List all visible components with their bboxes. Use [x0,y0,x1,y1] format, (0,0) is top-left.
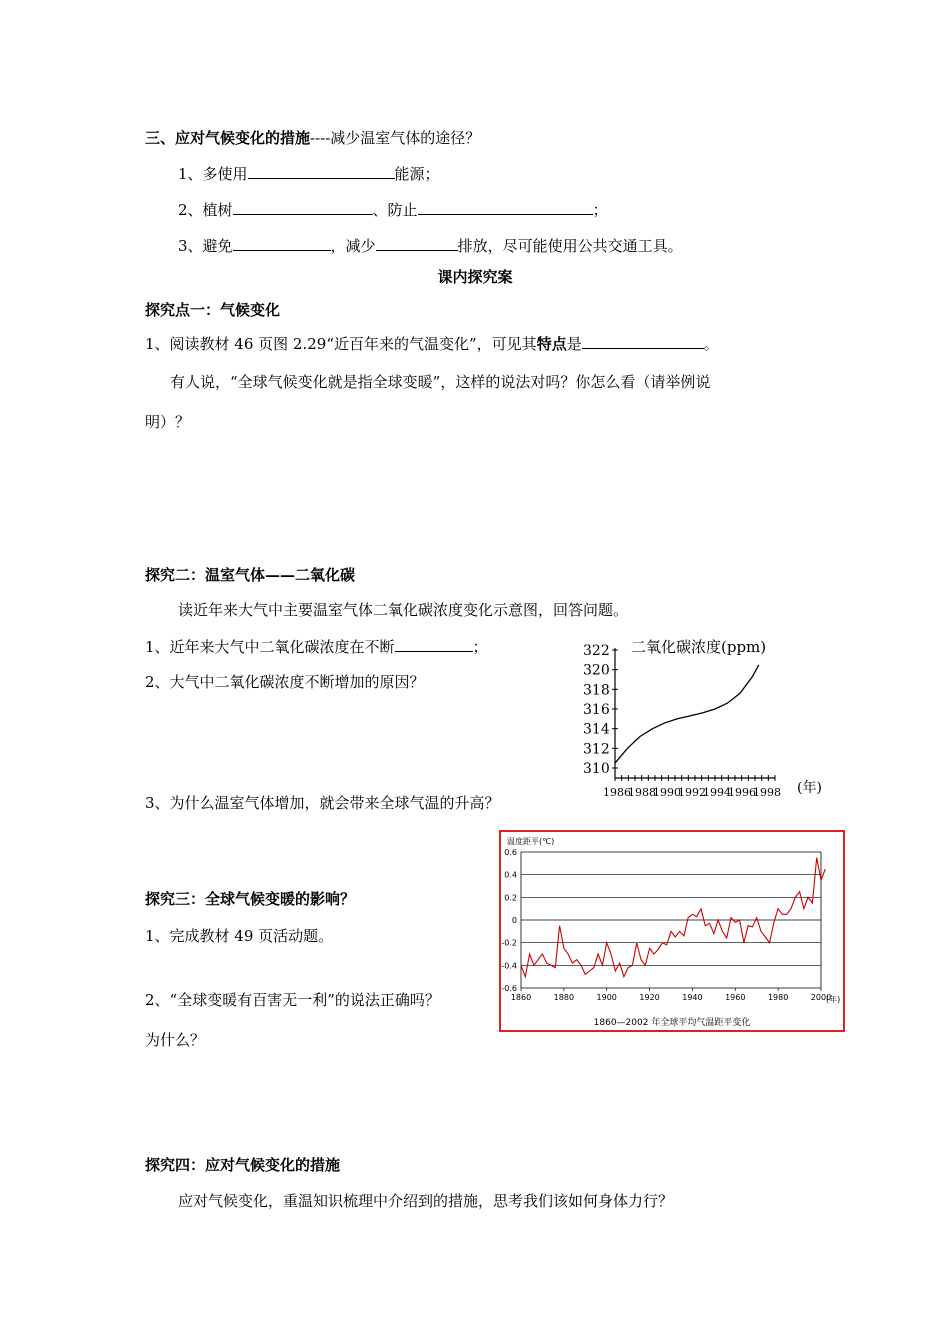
explore2-q1 [145,637,488,657]
co2-x-tick-label: 1990 [653,786,681,799]
e1-q1-post: 是 [566,335,582,353]
temp-x-tick-label: 1960 [725,993,746,1002]
temp-y-label: 温度距平(℃) [507,837,555,846]
temp-chart-frame [500,831,844,1031]
explore3-q2-line2: 为什么？ [145,1031,206,1049]
co2-x-tick-label: 1994 [703,786,731,799]
temp-x-tick-label: 1900 [596,993,617,1002]
co2-x-tick-label: 1986 [603,786,631,799]
temp-chart-title: 1860—2002 年全球平均气温距平变化 [593,1018,751,1028]
blank-3a[interactable] [233,236,331,251]
temp-x-tick-label: 1880 [553,993,575,1002]
item2-post: ； [592,201,608,219]
explore2-intro: 读近年来大气中主要温室气体二氧化碳浓度变化示意图，回答问题。 [178,601,629,619]
co2-x-tick-label: 1992 [678,786,706,799]
item1-pre: 1、多使用 [178,165,248,183]
co2-y-tick-label: 316 [583,702,610,718]
e2-q1-pre: 1、近年来大气中二氧化碳浓度在不断 [145,638,395,656]
co2-y-tick-label: 318 [583,682,610,699]
item3-mid: ，减少 [330,237,376,255]
co2-y-tick-label: 312 [583,741,610,758]
temp-y-tick-label: 0.6 [504,848,517,857]
explore1-heading: 探究点一：气候变化 [145,301,281,319]
explore3-heading: 探究三：全球气候变暖的影响？ [145,890,356,908]
explore2-q2: 2、大气中二氧化碳浓度不断增加的原因？ [145,673,425,691]
co2-x-tick-label: 1988 [628,786,656,799]
temp-y-tick-label: -0.2 [501,938,517,948]
temp-y-tick-label: 0 [511,916,517,925]
explore2-q3: 3、为什么温室气体增加，就会带来全球气温的升高？ [145,794,500,812]
item3-post: 排放，尽可能使用公共交通工具。 [457,237,683,255]
temp-chart [499,830,845,1032]
e2-q1-post: ； [472,638,488,656]
center-title: 课内探究案 [437,268,513,286]
section3-item2 [178,200,608,220]
explore1-q2-line1: 有人说，“全球气候变化就是指全球变暖”，这样的说法对吗？你怎么看（请举例说 [170,373,711,391]
temp-x-tick-label: 1920 [639,993,660,1002]
temp-x-tick-label: 2000 [810,993,832,1002]
e1-q1-bold: 特点 [536,335,567,353]
temp-y-tick-label: 0.2 [504,893,517,903]
explore4-text: 应对气候变化，重温知识梳理中介绍到的措施，思考我们该如何身体力行？ [178,1192,674,1210]
co2-chart [575,630,835,805]
blank-2b[interactable] [418,200,593,215]
item2-pre: 2、植树 [178,201,233,219]
section3-heading [145,128,480,148]
e1-q1-end: 。 [703,335,719,353]
item3-pre: 3、避免 [178,237,233,255]
explore3-q1: 1、完成教材 49 页活动题。 [145,927,334,945]
explore2-heading: 探究二：温室气体——二氧化碳 [145,566,356,584]
section3-heading-rest: ----减少温室气体的途径？ [310,129,481,147]
co2-y-tick-label: 322 [583,643,610,659]
section3-item1 [178,164,440,184]
co2-y-tick-label: 320 [583,662,610,679]
explore4-heading: 探究四：应对气候变化的措施 [145,1156,341,1174]
blank-e1[interactable] [582,334,704,349]
section3-item3 [178,236,683,256]
temp-y-tick-label: -0.6 [501,984,517,993]
blank-3b[interactable] [376,236,458,251]
item1-post: 能源； [394,165,440,183]
co2-x-label: (年) [797,780,822,796]
co2-chart-title: 二氧化碳浓度(ppm) [631,638,767,656]
blank-e2[interactable] [395,637,473,652]
item2-mid: 、防止 [372,201,418,219]
e1-q1-pre: 1、阅读教材 46 页图 2.29“近百年来的气温变化”，可见其 [145,335,537,353]
explore3-q2-line1: 2、“全球变暖有百害无一利”的说法正确吗？ [145,991,440,1009]
explore1-q1 [145,334,719,354]
blank-2a[interactable] [233,200,373,215]
co2-y-tick-label: 314 [583,721,610,738]
temp-y-tick-label: -0.4 [501,961,517,971]
explore1-q2-line2: 明）？ [145,413,191,431]
temp-x-tick-label: 1940 [682,993,703,1002]
temp-y-tick-label: 0.4 [504,870,517,880]
co2-y-tick-label: 310 [583,761,610,777]
temp-x-tick-label: 1860 [510,993,532,1002]
section3-heading-bold: 三、应对气候变化的措施 [145,129,311,147]
co2-x-tick-label: 1996 [728,786,756,799]
co2-x-tick-label: 1998 [753,786,781,799]
blank-1[interactable] [248,164,395,179]
temp-x-label: (年) [826,995,841,1004]
co2-series-line [615,665,759,763]
temp-x-tick-label: 1980 [767,993,789,1002]
